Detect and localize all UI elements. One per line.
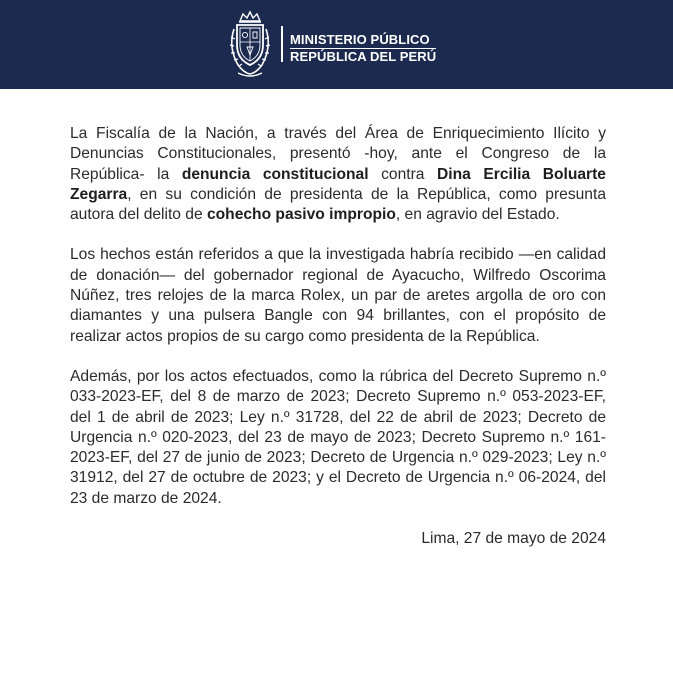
header-divider (281, 26, 283, 62)
p1-text-1: La Fiscalía de la Nación, a través del Área de Enriquecimiento Ilícito y Denuncias Constitucionales, presentó -hoy, ante el Congreso de la República- la (70, 125, 606, 183)
paragraph-2: Los hechos están referidos a que la investigada habría recibido —en calidad de donación— del gobernador regional de Ayacucho, Wilfredo Oscorima Núñez, tres relojes de la marca Rolex, un par de aretes argolla de oro con diamantes y una pulsera Bangle con 94 brillantes, con el propósito de realizar actos propios de su cargo como presidenta de la República. (70, 246, 606, 345)
statement-body (70, 124, 606, 549)
date-line: Lima, 27 de mayo de 2024 (421, 530, 606, 548)
p1-text-4: , en agravio del Estado. (395, 206, 560, 224)
coat-of-arms-icon (224, 7, 276, 81)
p1-text-2: contra (368, 165, 437, 183)
p1-bold-2: Dina Ercilia Boluarte Zegarra (70, 165, 606, 203)
p1-bold-3: cohecho pasivo impropio (206, 206, 396, 224)
brand-line-2: REPÚBLICA DEL PERÚ (290, 49, 437, 64)
brand-text (290, 32, 436, 65)
brand-line-1: MINISTERIO PÚBLICO (290, 32, 430, 47)
p1-bold-1: denuncia constitucional (181, 165, 369, 183)
paragraph-1 (70, 124, 606, 225)
paragraph-3: Además, por los actos efectuados, como la rúbrica del Decreto Supremo n.º 033-2023-EF, del 8 de marzo de 2023; Decreto Supremo n.º 053-2023-EF, del 1 de abril de 2023; Ley n.º 31728, del 22 de abril de 2023; Decreto de Urgencia n.º 020-2023, del 23 de mayo de 2023; Decreto Supremo n.º 161-2023-EF, del 27 de junio de 2023; Decreto de Urgencia n.º 029-2023; Ley n.º 31912, del 27 de octubre de 2023; y el Decreto de Urgencia n.º 06-2024, del 23 de marzo de 2024. (70, 367, 606, 507)
header-bar (0, 0, 673, 89)
p1-text-3: , en su condición de presidenta de la República, como presunta autora del delito de (70, 185, 606, 224)
